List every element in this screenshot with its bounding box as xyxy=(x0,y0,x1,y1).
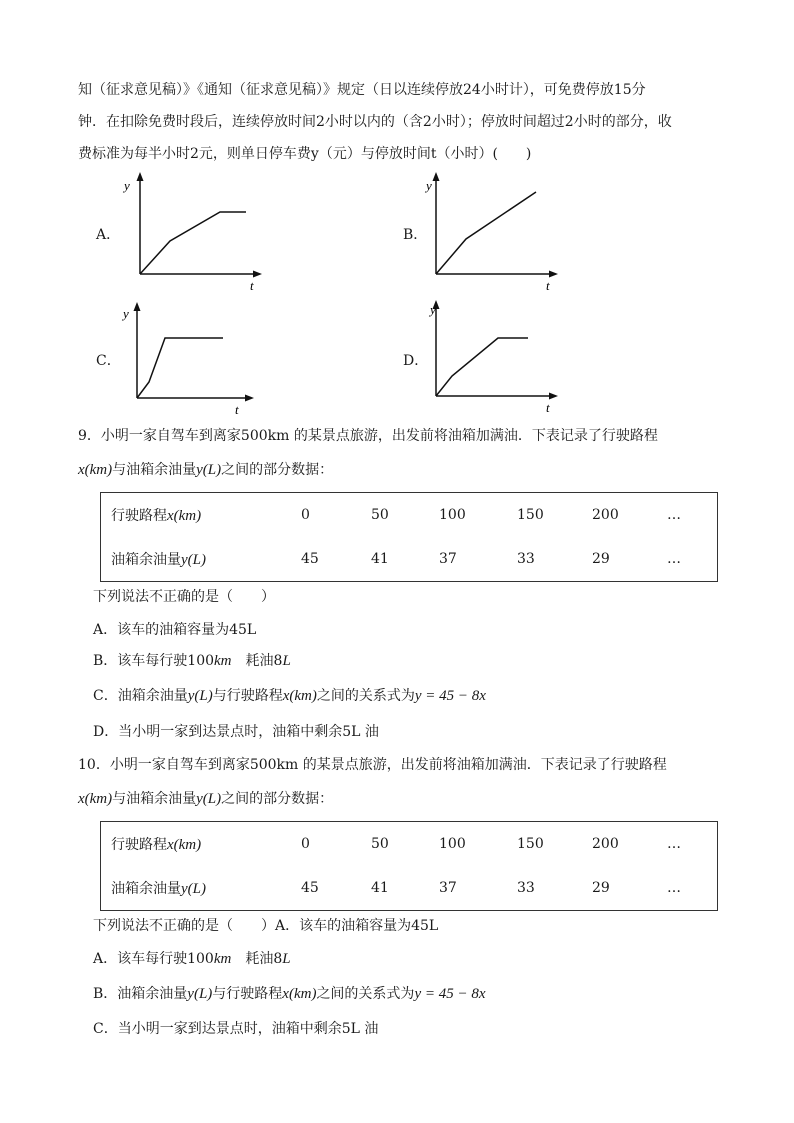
q10-stem-line-2: x(km)与油箱余油量y(L)之间的部分数据： xyxy=(78,791,334,807)
table-cell: 200 xyxy=(592,507,619,523)
q10-stem-line-1: 10．小明一家自驾车到离家500km 的某景点旅游，出发前将油箱加满油．下表记录了行驶路程 xyxy=(78,757,667,773)
intro-line-2: 钟．在扣除免费时段后，连续停放时间2小时以内的（含2小时）；停放时间超过2小时的部分，收 xyxy=(78,114,672,130)
option-c-label: C． xyxy=(96,353,121,369)
q9-option-c: C．油箱余油量y(L)与行驶路程x(km)之间的关系式为y = 45 − 8x xyxy=(93,688,486,704)
table-cell: 200 xyxy=(592,836,619,852)
graph-a xyxy=(118,170,268,295)
graph-a-curve xyxy=(140,212,246,274)
graph-a-y-label: y xyxy=(124,178,130,193)
graph-c-curve xyxy=(137,338,223,398)
table-cell: 100 xyxy=(439,507,466,523)
table-row xyxy=(101,537,718,582)
table-cell: … xyxy=(667,836,681,852)
intro-line-1: 知（征求意见稿）》《通知（征求意见稿）》规定（日以连续停放24小时计），可免费停放15分 xyxy=(78,82,646,98)
table-cell: 0 xyxy=(301,836,310,852)
table-cell: 33 xyxy=(517,551,535,567)
graph-b-y-label: y xyxy=(426,178,432,193)
q10-var-x: x(km) xyxy=(78,791,113,807)
table-row: 行驶路程x(km) 0 50 100 150 200 … xyxy=(101,822,718,867)
q9-var-x: x(km) xyxy=(78,462,113,478)
q9-data-table xyxy=(100,492,718,582)
q9-option-b: B．该车每行驶100km 耗油8L xyxy=(93,653,291,669)
q10-option-a: A．该车每行驶100km 耗油8L xyxy=(93,951,291,967)
graph-d xyxy=(414,298,564,418)
option-d-label: D． xyxy=(403,353,429,369)
graph-d-x-label: t xyxy=(546,400,550,415)
graph-c xyxy=(115,300,265,420)
graph-b-x-arrow xyxy=(549,271,558,278)
intro-line-3: 费标准为每半小时2元，则单日停车费y（元）与停放时间t（小时）( ) xyxy=(78,146,532,162)
graph-b-y-arrow xyxy=(433,172,440,181)
q9-stem-line-1: 9．小明一家自驾车到离家500km 的某景点旅游，出发前将油箱加满油．下表记录了行驶路程 xyxy=(78,428,658,444)
q9-stem-line-2 xyxy=(78,460,333,480)
graph-d-y-label: y xyxy=(430,302,436,317)
table-cell: 150 xyxy=(517,507,544,523)
q10-option-b: B．油箱余油量y(L)与行驶路程x(km)之间的关系式为y = 45 − 8x xyxy=(93,986,486,1002)
table-cell: 41 xyxy=(371,880,389,896)
table-cell: … xyxy=(667,507,681,523)
q10-data-table xyxy=(100,821,718,911)
q9-stem-text: 与油箱余油量 xyxy=(112,462,197,478)
table-cell: 41 xyxy=(371,551,389,567)
table-cell: 45 xyxy=(301,880,319,896)
graph-d-curve xyxy=(436,338,528,396)
graph-c-x-arrow xyxy=(245,395,254,402)
q10-var-y: y(L) xyxy=(196,791,222,807)
table-cell: … xyxy=(667,551,681,567)
q9-row1-label: 行驶路程x(km) xyxy=(111,508,202,524)
graph-c-x-label: t xyxy=(235,402,239,417)
table-cell: 50 xyxy=(371,836,389,852)
table-cell: 50 xyxy=(371,507,389,523)
table-cell: 29 xyxy=(592,880,610,896)
graph-c-y-label: y xyxy=(123,306,129,321)
q9-option-d: D．当小明一家到达景点时，油箱中剩余5L 油 xyxy=(93,724,379,740)
q10-question: 下列说法不正确的是（ ）A．该车的油箱容量为45L xyxy=(93,918,439,934)
graph-b-curve xyxy=(436,192,536,274)
table-cell: 37 xyxy=(439,880,457,896)
table-cell: 150 xyxy=(517,836,544,852)
table-row: 油箱余油量y(L) 45 41 37 33 29 … xyxy=(101,866,718,911)
table-row xyxy=(101,493,718,538)
q9-row2-label: 油箱余油量y(L) xyxy=(111,552,206,568)
graph-a-y-arrow xyxy=(137,172,144,181)
q9-option-a: A．该车的油箱容量为45L xyxy=(93,622,257,638)
option-b-label: B． xyxy=(403,227,428,243)
graph-b xyxy=(414,170,564,295)
table-cell: 33 xyxy=(517,880,535,896)
table-cell: 37 xyxy=(439,551,457,567)
q9-question: 下列说法不正确的是（ ） xyxy=(93,589,275,605)
q10-option-c: C．当小明一家到达景点时，油箱中剩余5L 油 xyxy=(93,1021,379,1037)
table-cell: 0 xyxy=(301,507,310,523)
table-cell: 100 xyxy=(439,836,466,852)
graph-b-x-label: t xyxy=(546,278,550,293)
table-cell: 45 xyxy=(301,551,319,567)
graph-c-y-arrow xyxy=(134,302,141,311)
table-cell: 29 xyxy=(592,551,610,567)
q9-var-y: y(L) xyxy=(196,462,222,478)
graph-d-x-arrow xyxy=(549,393,558,400)
table-cell: … xyxy=(667,880,681,896)
q9-stem-end: 之间的部分数据： xyxy=(221,462,334,478)
option-a-label: A． xyxy=(96,227,121,243)
graph-a-x-label: t xyxy=(250,278,254,293)
graph-a-x-arrow xyxy=(253,271,262,278)
